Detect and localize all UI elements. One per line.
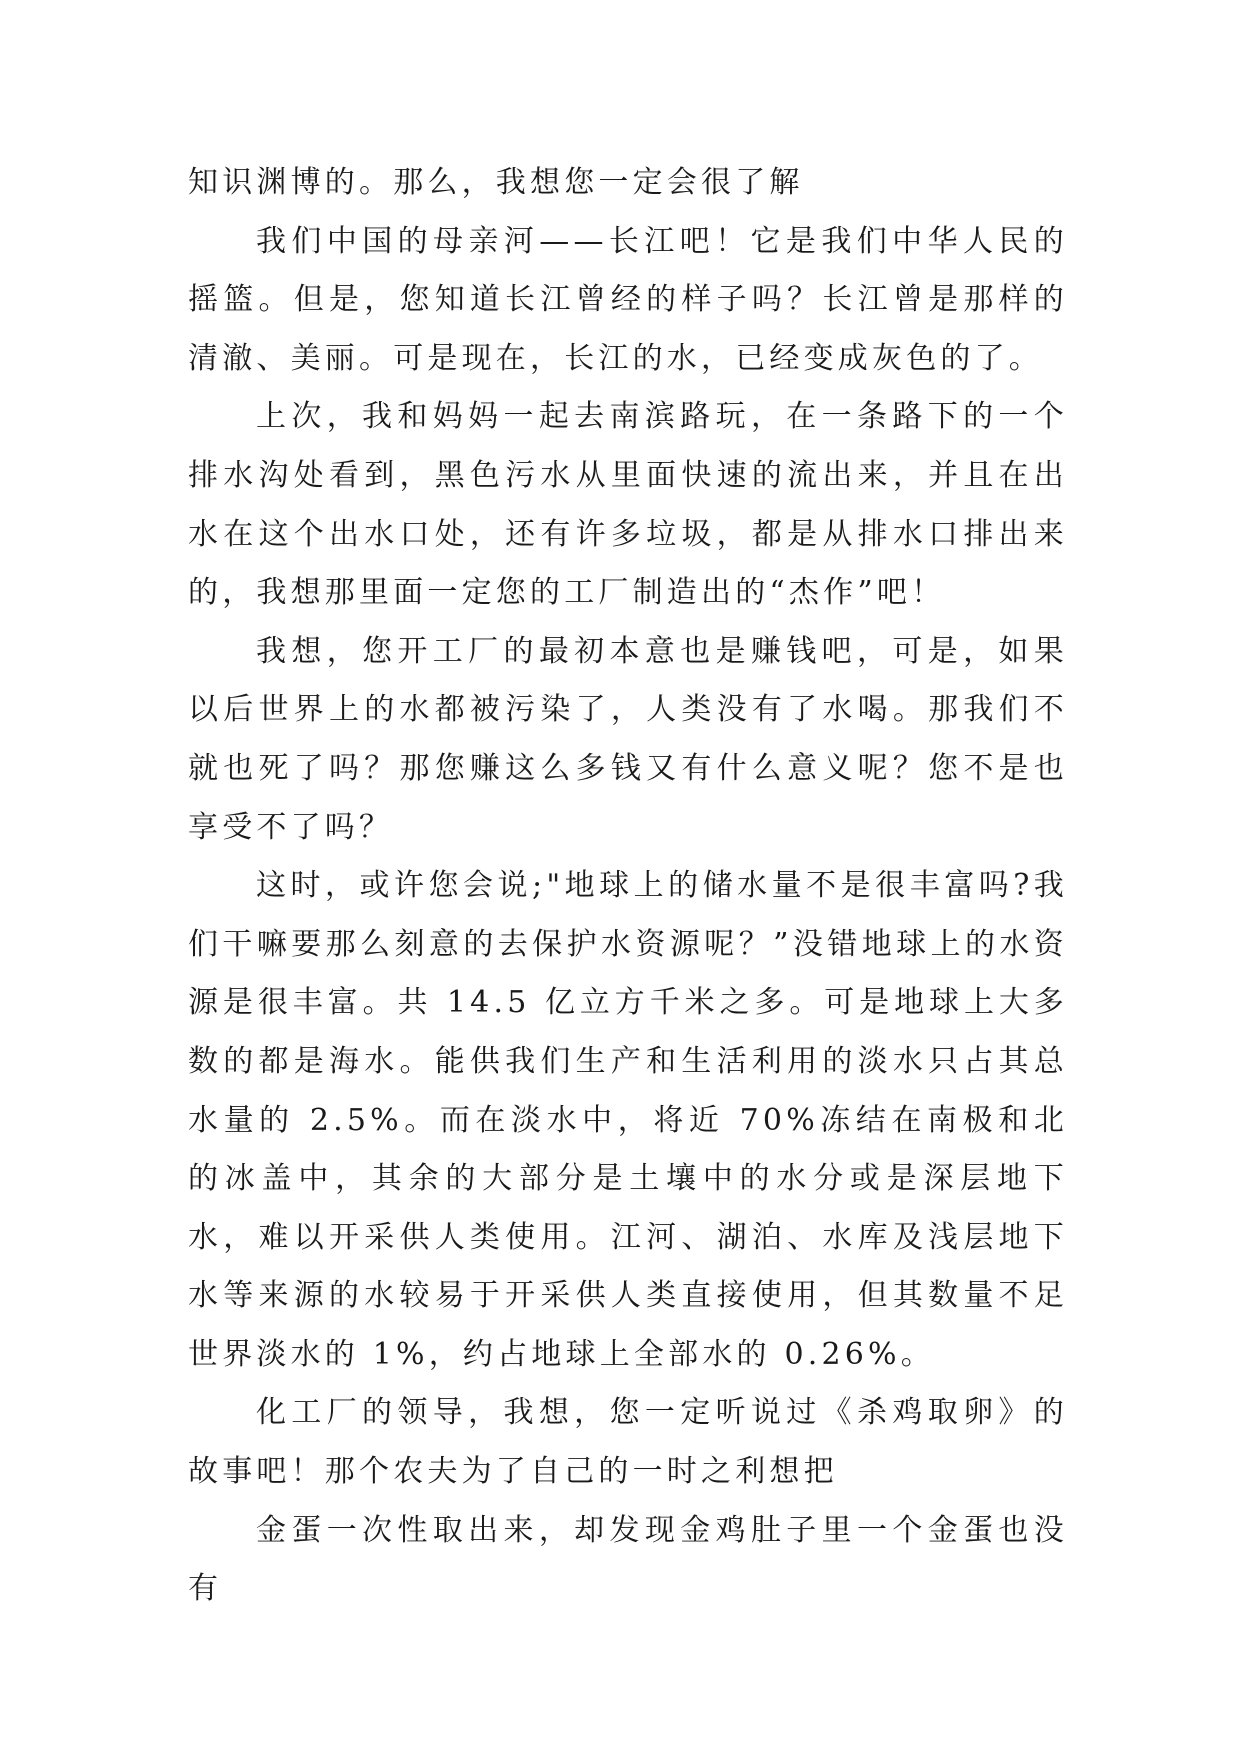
paragraph-1: 知识渊博的。那么，我想您一定会很了解 (188, 165, 804, 200)
paragraph-2: 我们中国的母亲河——长江吧！它是我们中华人民的摇篮。但是，您知道长江曾经的样子吗？长江曾是那样的清澈、美丽。可是现在，长江的水，已经变成灰色的了。 (188, 223, 1068, 376)
paragraph-6: 化工厂的领导，我想，您一定听说过《杀鸡取卵》的故事吧！那个农夫为了自己的一时之利想把 (188, 1395, 1068, 1490)
paragraph-3: 上次，我和妈妈一起去南滨路玩，在一条路下的一个排水沟处看到，黑色污水从里面快速的流出来，并且在出水在这个出水口处，还有许多垃圾，都是从排水口排出来的，我想那里面一定您的工厂制造出的“杰作”吧！ (188, 399, 1068, 611)
letter-body (188, 154, 1068, 1619)
paragraph-5: 这时，或许您会说;"地球上的储水量不是很丰富吗?我们干嘛要那么刻意的去保护水资源呢？”没错地球上的水资源是很丰富。共 14.5 亿立方千米之多。可是地球上大多数的都是海水。能供我们生产和生活利用的淡水只占其总水量的 2.5%。而在淡水中，将近 70%冻结在南极和北的冰盖中，其余的大部分是土壤中的水分或是深层地下水，难以开采供人类使用。江河、湖泊、水库及浅层地下水等来源的水较易于开采供人类直接使用，但其数量不足世界淡水的 1%，约占地球上全部水的 0.26%。 (188, 868, 1068, 1372)
paragraph-7: 金蛋一次性取出来，却发现金鸡肚子里一个金蛋也没有 (188, 1512, 1068, 1607)
paragraph-4: 我想，您开工厂的最初本意也是赚钱吧，可是，如果以后世界上的水都被污染了，人类没有了水喝。那我们不就也死了吗？那您赚这么多钱又有什么意义呢？您不是也享受不了吗？ (188, 633, 1068, 845)
